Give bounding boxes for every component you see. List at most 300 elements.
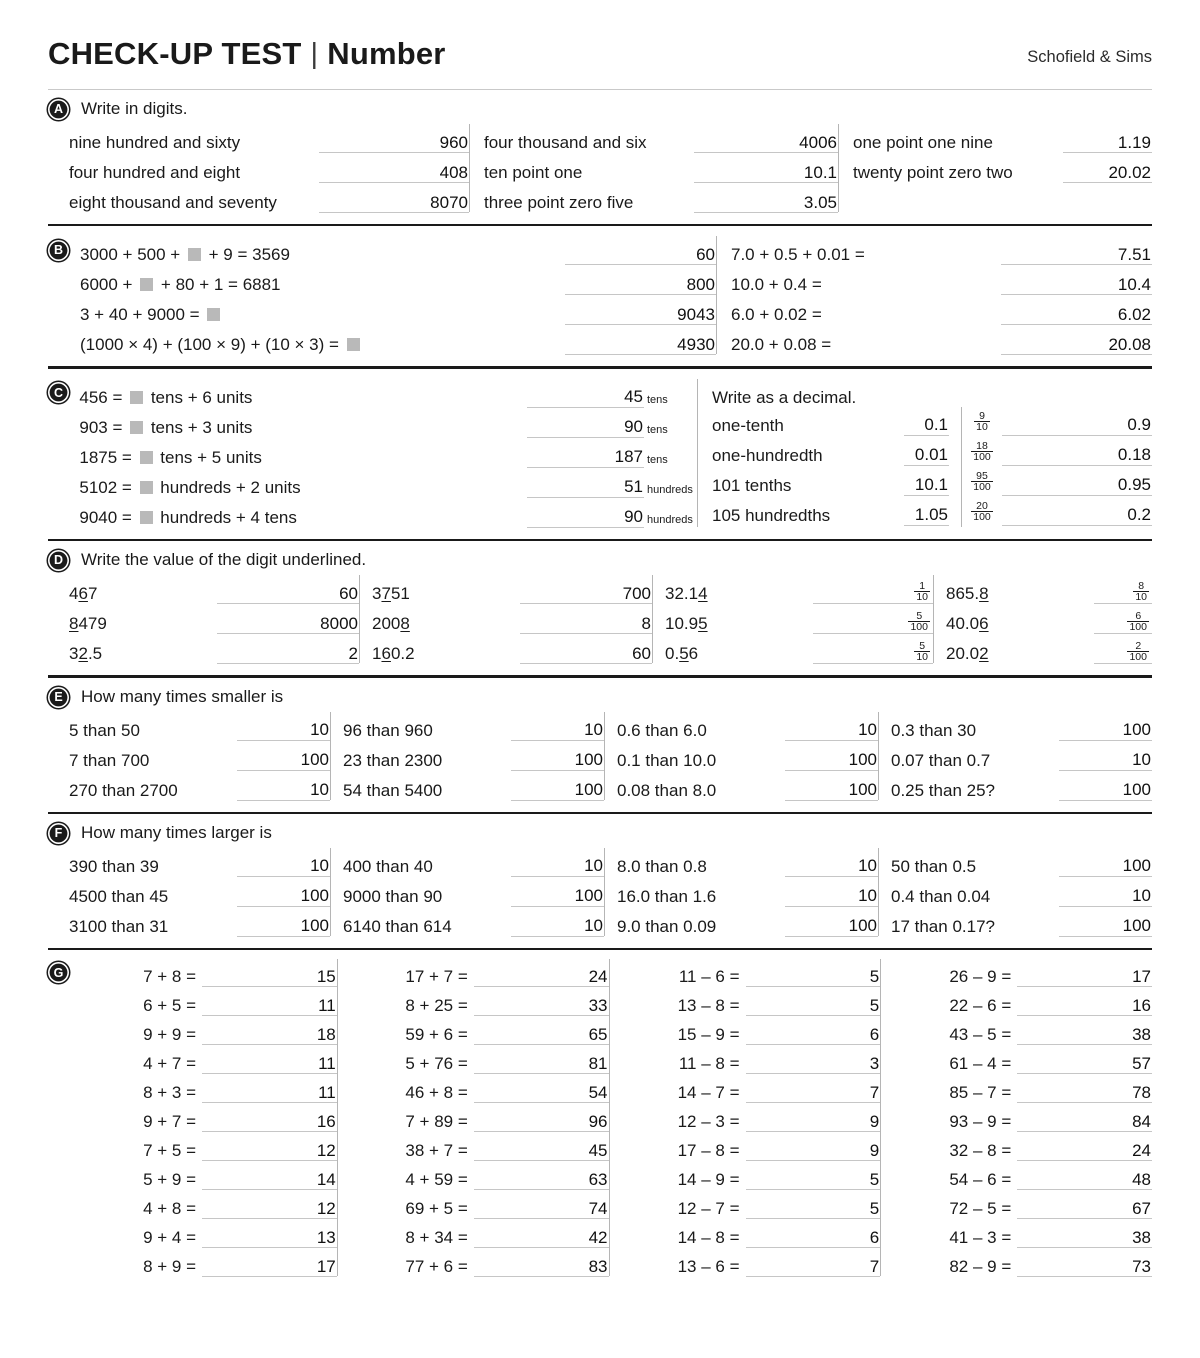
section-f bbox=[48, 812, 1152, 948]
question-row bbox=[69, 183, 469, 213]
question-row bbox=[665, 574, 933, 604]
section-c-columns bbox=[48, 378, 1152, 528]
fraction-cell bbox=[969, 497, 995, 527]
answer-field[interactable]: 5 bbox=[746, 997, 881, 1017]
answer-field[interactable]: 100 bbox=[785, 917, 878, 937]
question-text: 9040 = hundreds + 4 tens bbox=[79, 507, 297, 527]
question-text: 3 + 40 + 9000 = bbox=[80, 306, 565, 325]
question-row bbox=[343, 877, 604, 907]
question-row bbox=[69, 634, 359, 664]
answer-field[interactable]: 90 bbox=[527, 508, 644, 528]
question-text: 7 + 89 = bbox=[405, 1112, 468, 1132]
question-text: 9 + 9 = bbox=[143, 1025, 196, 1045]
question-row bbox=[69, 907, 330, 937]
question-row bbox=[348, 1248, 609, 1277]
answer-field[interactable]: 13 bbox=[202, 1229, 337, 1249]
answer-field[interactable]: 10 bbox=[237, 721, 330, 741]
question-row bbox=[348, 1074, 609, 1103]
question-text: 0.56 bbox=[665, 644, 699, 664]
question-row bbox=[1002, 436, 1152, 466]
question-text: 14 – 8 = bbox=[677, 1228, 740, 1248]
question-text: 4 + 7 = bbox=[143, 1054, 196, 1074]
answer-field[interactable]: 0.95 bbox=[1002, 476, 1152, 496]
question-row bbox=[76, 1016, 337, 1045]
answer-field[interactable]: 20.08 bbox=[1001, 336, 1152, 356]
question-row bbox=[348, 1132, 609, 1161]
question-row bbox=[617, 847, 878, 877]
question-row bbox=[731, 295, 1152, 325]
underlined-digit: 2 bbox=[78, 644, 88, 664]
question-row bbox=[891, 1132, 1152, 1161]
section-d-prompt: Write the value of the digit underlined. bbox=[81, 550, 367, 570]
answer-field[interactable]: 1.05 bbox=[904, 506, 949, 526]
question-text: 1875 = tens + 5 units bbox=[79, 447, 262, 467]
page-header bbox=[48, 0, 1152, 72]
section-b-columns bbox=[48, 235, 1152, 355]
answer-field[interactable] bbox=[813, 641, 933, 664]
answer-field[interactable]: 11 bbox=[202, 1055, 337, 1075]
answer-field[interactable] bbox=[1094, 581, 1152, 604]
section-d-columns bbox=[48, 574, 1152, 664]
question-text: 32.14 bbox=[665, 584, 708, 604]
blank-square-icon bbox=[140, 451, 153, 464]
question-text: 3100 than 31 bbox=[69, 916, 169, 936]
fraction-denominator: 100 bbox=[910, 621, 928, 634]
answer-field[interactable]: 17 bbox=[1017, 968, 1152, 988]
question-text: 85 – 7 = bbox=[949, 1083, 1012, 1103]
answer-field[interactable]: 9043 bbox=[565, 306, 716, 326]
answer-field[interactable]: 67 bbox=[1017, 1200, 1152, 1220]
answer-field[interactable]: 7.51 bbox=[1001, 246, 1152, 266]
underlined-digit: 6 bbox=[381, 644, 391, 664]
question-row bbox=[891, 741, 1152, 771]
question-row bbox=[76, 1132, 337, 1161]
question-row bbox=[891, 1190, 1152, 1219]
section-badge-e: E bbox=[48, 687, 69, 708]
question-row bbox=[891, 1016, 1152, 1045]
question-text: 467 bbox=[69, 584, 98, 604]
answer-field[interactable]: 100 bbox=[237, 751, 330, 771]
title-main: CHECK-UP TEST bbox=[48, 36, 302, 71]
section-a-col-1 bbox=[69, 123, 469, 213]
question-row bbox=[620, 1074, 881, 1103]
title-sub: Number bbox=[327, 36, 446, 71]
question-text: 54 – 6 = bbox=[949, 1170, 1012, 1190]
answer-field[interactable]: 2 bbox=[217, 645, 359, 665]
question-text: 22 – 6 = bbox=[949, 996, 1012, 1016]
answer-field[interactable]: 100 bbox=[1059, 917, 1152, 937]
underlined-digit: 4 bbox=[698, 584, 708, 604]
answer-field[interactable]: 10 bbox=[785, 887, 878, 907]
fraction-denominator: 10 bbox=[976, 421, 988, 434]
title-separator: | bbox=[310, 38, 319, 70]
question-row bbox=[348, 1161, 609, 1190]
answer-field[interactable]: 11 bbox=[202, 997, 337, 1017]
fraction-numerator: 2 bbox=[1135, 639, 1142, 652]
question-row bbox=[348, 1219, 609, 1248]
question-row bbox=[891, 1074, 1152, 1103]
answer-field[interactable]: 10 bbox=[785, 857, 878, 877]
answer-field[interactable]: 60 bbox=[520, 645, 652, 665]
answer-field[interactable]: 100 bbox=[237, 887, 330, 907]
question-row bbox=[891, 1219, 1152, 1248]
question-row bbox=[712, 496, 949, 526]
fraction-numerator: 9 bbox=[979, 409, 985, 422]
question-row bbox=[891, 1248, 1152, 1277]
answer-field[interactable]: 24 bbox=[474, 968, 609, 988]
answer-field[interactable]: 60 bbox=[217, 585, 359, 605]
answer-field[interactable]: 10 bbox=[1059, 887, 1152, 907]
section-g-col-1 bbox=[70, 958, 337, 1277]
answer-field[interactable]: 7 bbox=[746, 1258, 881, 1278]
section-a-col-3 bbox=[839, 123, 1152, 213]
answer-field[interactable]: 7 bbox=[746, 1084, 881, 1104]
question-text: 82 – 9 = bbox=[949, 1257, 1012, 1277]
question-text: 46 + 8 = bbox=[405, 1083, 468, 1103]
answer-field[interactable]: 10 bbox=[785, 721, 878, 741]
question-row bbox=[712, 406, 949, 436]
question-text: 61 – 4 = bbox=[949, 1054, 1012, 1074]
question-row bbox=[484, 183, 838, 213]
answer-field[interactable] bbox=[813, 611, 933, 634]
question-text: 4 + 8 = bbox=[143, 1199, 196, 1219]
answer-field[interactable]: 57 bbox=[1017, 1055, 1152, 1075]
question-row bbox=[617, 741, 878, 771]
answer-field[interactable]: 78 bbox=[1017, 1084, 1152, 1104]
answer-field[interactable]: 6 bbox=[746, 1229, 881, 1249]
question-text: eight thousand and seventy bbox=[69, 193, 277, 212]
answer-field[interactable]: 45 bbox=[474, 1142, 609, 1162]
answer-field[interactable]: 60 bbox=[565, 246, 716, 266]
section-e-prompt: How many times smaller is bbox=[81, 686, 284, 706]
answer-field[interactable]: 9 bbox=[746, 1142, 881, 1162]
section-f-prompt: How many times larger is bbox=[81, 823, 272, 843]
question-text: 865.8 bbox=[946, 584, 989, 604]
section-g-columns bbox=[48, 958, 1152, 1277]
question-text: 7 + 5 = bbox=[143, 1141, 196, 1161]
answer-field[interactable]: 10 bbox=[511, 721, 604, 741]
answer-field[interactable]: 10.1 bbox=[904, 476, 949, 496]
question-row bbox=[891, 877, 1152, 907]
question-row bbox=[372, 604, 652, 634]
underlined-digit: 5 bbox=[698, 614, 708, 634]
answer-field[interactable]: 960 bbox=[319, 134, 469, 154]
section-d-col-2 bbox=[360, 574, 652, 664]
answer-field[interactable]: 63 bbox=[474, 1171, 609, 1191]
question-row bbox=[76, 1190, 337, 1219]
question-text: 0.6 than 6.0 bbox=[617, 720, 707, 740]
answer-field[interactable]: 18 bbox=[202, 1026, 337, 1046]
section-c-fraction-answers bbox=[1002, 406, 1152, 528]
fraction-denominator: 100 bbox=[973, 481, 991, 494]
answer-field[interactable]: 5 bbox=[746, 968, 881, 988]
question-row bbox=[79, 408, 697, 438]
answer-field[interactable]: 33 bbox=[474, 997, 609, 1017]
answer-field[interactable]: 100 bbox=[237, 917, 330, 937]
answer-field[interactable]: 10 bbox=[237, 781, 330, 801]
question-text: 32 – 8 = bbox=[949, 1141, 1012, 1161]
question-text: 14 – 7 = bbox=[677, 1083, 740, 1103]
question-row bbox=[484, 153, 838, 183]
section-badge-g: G bbox=[48, 962, 69, 983]
unit-label: tens bbox=[647, 423, 668, 436]
fraction-cell bbox=[972, 407, 992, 437]
answer-field[interactable]: 0.9 bbox=[1002, 416, 1152, 436]
question-text: 0.07 than 0.7 bbox=[891, 750, 991, 770]
question-text: 9 + 4 = bbox=[143, 1228, 196, 1248]
answer-field[interactable]: 4930 bbox=[565, 336, 716, 356]
answer-field[interactable]: 8070 bbox=[319, 194, 469, 214]
question-text: 7.0 + 0.5 + 0.01 = bbox=[731, 245, 865, 265]
section-d-prompt-row bbox=[48, 550, 1152, 571]
answer-field[interactable]: 6.02 bbox=[1001, 306, 1152, 326]
question-text: 6140 than 614 bbox=[343, 916, 452, 936]
question-text: 23 than 2300 bbox=[343, 750, 443, 770]
answer-field[interactable]: 74 bbox=[474, 1200, 609, 1220]
answer-field[interactable]: 0.01 bbox=[904, 446, 949, 466]
question-row bbox=[946, 634, 1152, 664]
section-d-col-1 bbox=[69, 574, 359, 664]
question-text: 69 + 5 = bbox=[405, 1199, 468, 1219]
answer-field[interactable]: 100 bbox=[511, 887, 604, 907]
answer-field[interactable]: 12 bbox=[202, 1142, 337, 1162]
question-row bbox=[1002, 466, 1152, 496]
page-title bbox=[48, 36, 446, 72]
question-row bbox=[665, 634, 933, 664]
answer-field[interactable]: 90 bbox=[527, 418, 644, 438]
question-row bbox=[1002, 406, 1152, 436]
underlined-digit: 8 bbox=[400, 614, 410, 634]
answer-field[interactable]: 8000 bbox=[217, 615, 359, 635]
question-text: 17 than 0.17? bbox=[891, 916, 995, 936]
section-b-col-2 bbox=[717, 235, 1152, 355]
question-text: (1000 × 4) + (100 × 9) + (10 × 3) = bbox=[80, 336, 565, 355]
answer-field[interactable]: 100 bbox=[785, 781, 878, 801]
answer-field[interactable]: 100 bbox=[1059, 721, 1152, 741]
answer-field[interactable]: 10 bbox=[237, 857, 330, 877]
section-badge-d: D bbox=[48, 550, 69, 571]
answer-field[interactable]: 4006 bbox=[694, 134, 838, 154]
question-row bbox=[620, 1161, 881, 1190]
question-row bbox=[1002, 496, 1152, 526]
question-text: 40.06 bbox=[946, 614, 989, 634]
answer-field[interactable]: 20.02 bbox=[1063, 164, 1152, 184]
answer-field[interactable]: 81 bbox=[474, 1055, 609, 1075]
question-text: one point one nine bbox=[853, 133, 993, 152]
question-row bbox=[80, 295, 716, 325]
question-text: four thousand and six bbox=[484, 133, 647, 152]
answer-field[interactable]: 1.19 bbox=[1063, 134, 1152, 154]
answer-field[interactable]: 0.18 bbox=[1002, 446, 1152, 466]
question-text: 105 hundredths bbox=[712, 505, 831, 525]
question-row bbox=[620, 1219, 881, 1248]
question-row bbox=[620, 1132, 881, 1161]
answer-field[interactable]: 700 bbox=[520, 585, 652, 605]
question-text: 77 + 6 = bbox=[405, 1257, 468, 1277]
question-text: 0.1 than 10.0 bbox=[617, 750, 717, 770]
section-c-col-2 bbox=[698, 378, 1152, 528]
section-c-prompt-row bbox=[712, 378, 1152, 406]
answer-field[interactable]: 10 bbox=[511, 917, 604, 937]
question-row bbox=[76, 1161, 337, 1190]
question-text: 96 than 960 bbox=[343, 720, 433, 740]
answer-field[interactable]: 38 bbox=[1017, 1229, 1152, 1249]
answer-field[interactable]: 5 bbox=[746, 1200, 881, 1220]
question-text: 8 + 25 = bbox=[405, 996, 468, 1016]
answer-field[interactable]: 54 bbox=[474, 1084, 609, 1104]
fraction-denominator: 100 bbox=[1129, 651, 1147, 664]
fraction-denominator: 100 bbox=[973, 451, 991, 464]
question-row bbox=[620, 1045, 881, 1074]
answer-field[interactable]: 187 bbox=[527, 448, 644, 468]
question-row bbox=[69, 771, 330, 801]
answer-field[interactable]: 100 bbox=[785, 751, 878, 771]
answer-field[interactable]: 96 bbox=[474, 1113, 609, 1133]
blank-square-icon bbox=[188, 248, 201, 261]
question-row bbox=[712, 436, 949, 466]
question-text: 54 than 5400 bbox=[343, 780, 443, 800]
question-text: 8 + 9 = bbox=[143, 1257, 196, 1277]
section-c-decimal-col bbox=[712, 406, 949, 528]
question-text: 8 + 3 = bbox=[143, 1083, 196, 1103]
section-e-columns bbox=[48, 711, 1152, 801]
answer-field[interactable]: 73 bbox=[1017, 1258, 1152, 1278]
answer-field[interactable]: 100 bbox=[1059, 857, 1152, 877]
section-a bbox=[48, 90, 1152, 224]
answer-field[interactable]: 16 bbox=[1017, 997, 1152, 1017]
section-a-prompt: Write in digits. bbox=[81, 99, 188, 119]
question-row bbox=[617, 771, 878, 801]
answer-field[interactable]: 0.1 bbox=[904, 416, 949, 436]
section-badge-a: A bbox=[48, 99, 69, 120]
answer-field[interactable]: 83 bbox=[474, 1258, 609, 1278]
answer-field[interactable]: 10.4 bbox=[1001, 276, 1152, 296]
section-g-col-2 bbox=[338, 958, 609, 1277]
answer-field[interactable]: 9 bbox=[746, 1113, 881, 1133]
answer-field[interactable]: 100 bbox=[1059, 781, 1152, 801]
answer-field[interactable]: 24 bbox=[1017, 1142, 1152, 1162]
section-badge-f: F bbox=[48, 823, 69, 844]
answer-field[interactable]: 10.1 bbox=[694, 164, 838, 184]
answer-field[interactable]: 14 bbox=[202, 1171, 337, 1191]
underlined-digit: 7 bbox=[381, 584, 391, 604]
underlined-digit: 8 bbox=[69, 614, 79, 634]
answer-field[interactable]: 16 bbox=[202, 1113, 337, 1133]
question-row bbox=[620, 1190, 881, 1219]
fraction-denominator: 100 bbox=[973, 511, 991, 524]
question-text: 8 + 34 = bbox=[405, 1228, 468, 1248]
question-text: 26 – 9 = bbox=[949, 967, 1012, 987]
question-text: twenty point zero two bbox=[853, 163, 1013, 182]
answer-field[interactable]: 408 bbox=[319, 164, 469, 184]
underlined-digit: 6 bbox=[78, 584, 88, 604]
question-text: 10.95 bbox=[665, 614, 708, 634]
section-f-col-3 bbox=[605, 847, 878, 937]
question-text: 456 = tens + 6 units bbox=[79, 387, 253, 407]
question-text: 8479 bbox=[69, 614, 107, 634]
answer-field[interactable]: 45 bbox=[527, 388, 644, 408]
unit-label: tens bbox=[647, 453, 668, 466]
question-text: 9000 than 90 bbox=[343, 886, 443, 906]
section-c-prompt: Write as a decimal. bbox=[712, 387, 857, 407]
answer-field[interactable]: 100 bbox=[511, 751, 604, 771]
underlined-digit: 6 bbox=[979, 614, 989, 634]
answer-field[interactable] bbox=[1094, 611, 1152, 634]
question-text: 41 – 3 = bbox=[949, 1228, 1012, 1248]
section-c bbox=[48, 366, 1152, 538]
underlined-digit: 2 bbox=[979, 644, 989, 664]
section-f-prompt-row bbox=[48, 823, 1152, 844]
question-text: 59 + 6 = bbox=[405, 1025, 468, 1045]
answer-field[interactable]: 0.2 bbox=[1002, 506, 1152, 526]
answer-field[interactable]: 11 bbox=[202, 1084, 337, 1104]
section-g-col-4 bbox=[881, 958, 1152, 1277]
question-text: ten point one bbox=[484, 163, 583, 182]
answer-field[interactable]: 15 bbox=[202, 968, 337, 988]
blank-square-icon bbox=[130, 421, 143, 434]
answer-field[interactable]: 100 bbox=[511, 781, 604, 801]
answer-field[interactable]: 42 bbox=[474, 1229, 609, 1249]
question-text: 17 + 7 = bbox=[405, 967, 468, 987]
question-row bbox=[348, 1016, 609, 1045]
answer-field[interactable]: 65 bbox=[474, 1026, 609, 1046]
question-text: 6 + 5 = bbox=[143, 996, 196, 1016]
answer-field[interactable]: 800 bbox=[565, 276, 716, 296]
answer-field[interactable] bbox=[1094, 641, 1152, 664]
question-row bbox=[343, 711, 604, 741]
question-text: 101 tenths bbox=[712, 475, 792, 495]
question-text: 13 – 8 = bbox=[677, 996, 740, 1016]
question-text: 3751 bbox=[372, 584, 410, 604]
fraction-numerator: 95 bbox=[976, 469, 988, 482]
question-row bbox=[343, 771, 604, 801]
answer-field[interactable]: 12 bbox=[202, 1200, 337, 1220]
question-row bbox=[79, 468, 697, 498]
answer-field[interactable]: 3.05 bbox=[694, 194, 838, 214]
question-row bbox=[372, 634, 652, 664]
question-row bbox=[343, 907, 604, 937]
answer-field[interactable]: 10 bbox=[511, 857, 604, 877]
answer-field[interactable]: 6 bbox=[746, 1026, 881, 1046]
answer-field[interactable]: 51 bbox=[527, 478, 644, 498]
question-text: 11 – 8 = bbox=[678, 1054, 740, 1074]
question-text: nine hundred and sixty bbox=[69, 133, 241, 152]
question-row bbox=[76, 1074, 337, 1103]
answer-field[interactable] bbox=[813, 581, 933, 604]
question-row bbox=[343, 847, 604, 877]
answer-field[interactable]: 3 bbox=[746, 1055, 881, 1075]
answer-field[interactable]: 8 bbox=[520, 615, 652, 635]
section-e-col-2 bbox=[331, 711, 604, 801]
answer-field[interactable]: 10 bbox=[1059, 751, 1152, 771]
fraction-cell bbox=[969, 437, 995, 467]
blank-square-icon bbox=[130, 391, 143, 404]
question-row bbox=[891, 711, 1152, 741]
question-text: 0.3 than 30 bbox=[891, 720, 977, 740]
fraction-numerator: 20 bbox=[976, 499, 988, 512]
question-text: three point zero five bbox=[484, 193, 634, 212]
question-row bbox=[946, 574, 1152, 604]
question-text: 270 than 2700 bbox=[69, 780, 178, 800]
answer-field[interactable]: 5 bbox=[746, 1171, 881, 1191]
answer-field[interactable]: 17 bbox=[202, 1258, 337, 1278]
question-row bbox=[891, 987, 1152, 1016]
answer-field[interactable]: 38 bbox=[1017, 1026, 1152, 1046]
question-text: 17 – 8 = bbox=[677, 1141, 740, 1161]
answer-field[interactable]: 84 bbox=[1017, 1113, 1152, 1133]
section-f-col-4 bbox=[879, 847, 1152, 937]
answer-field[interactable]: 48 bbox=[1017, 1171, 1152, 1191]
